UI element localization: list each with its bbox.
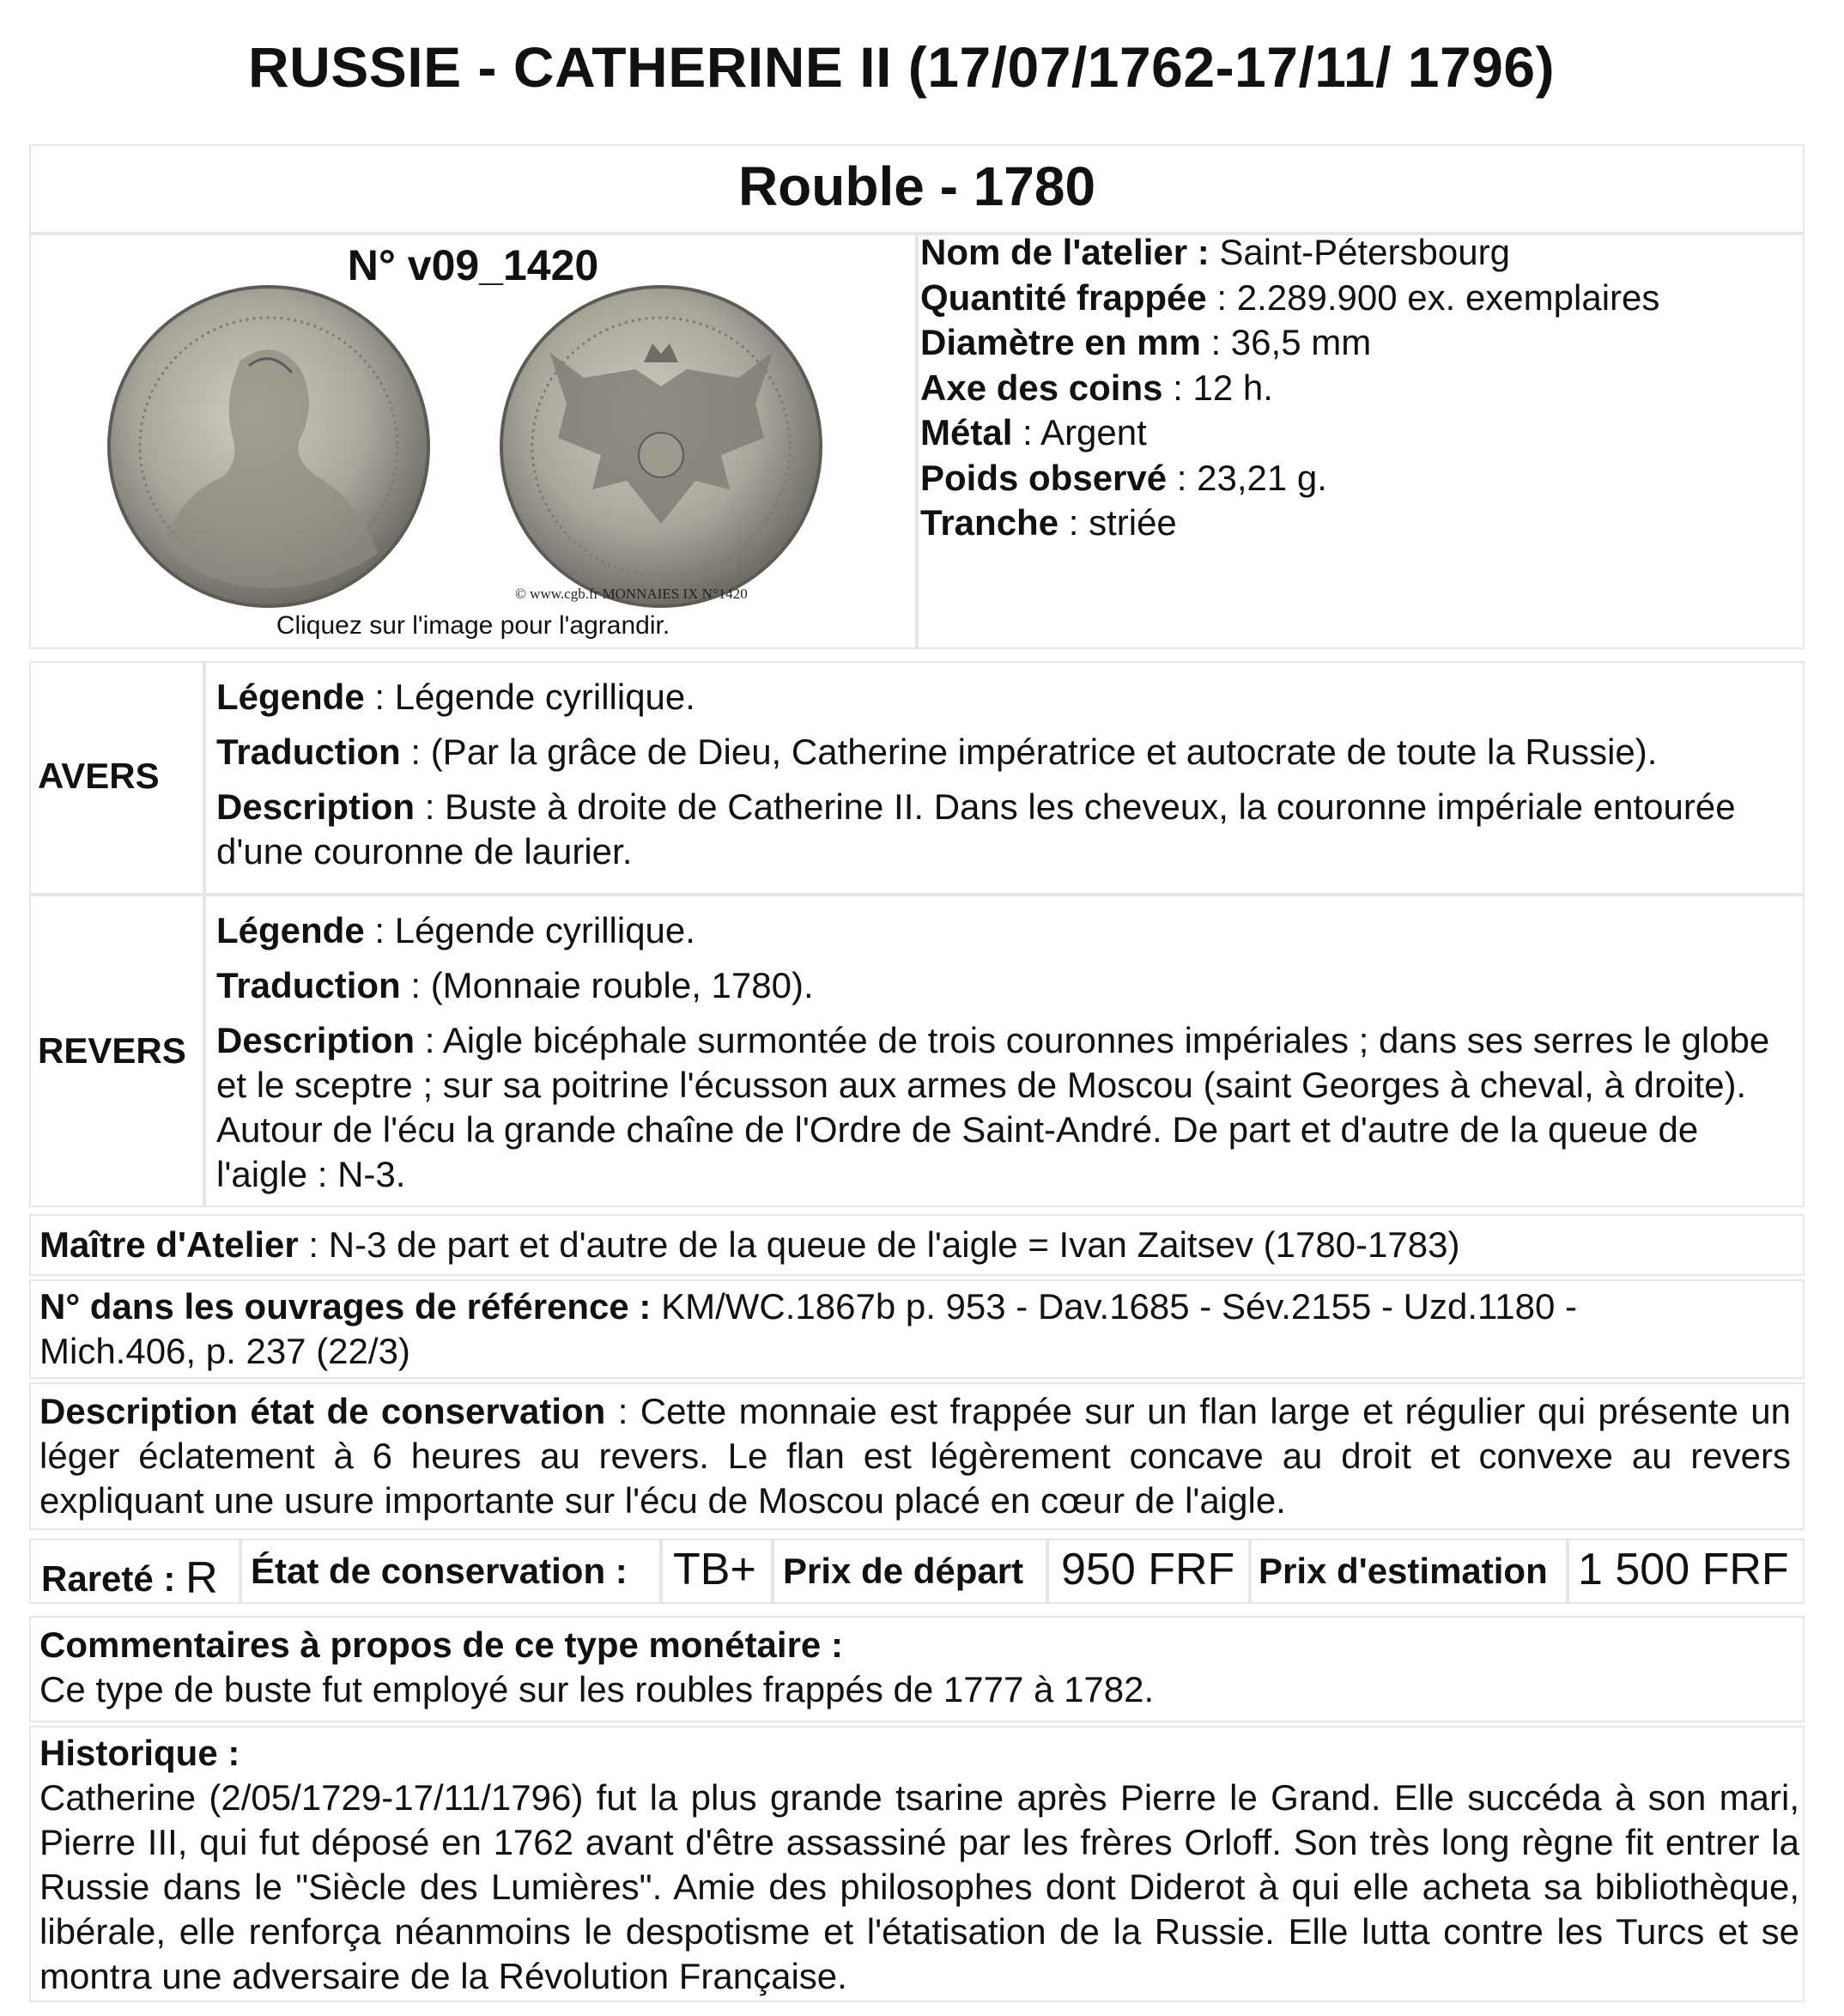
commentaires-text: Ce type de buste fut employé sur les roubles frappés de 1777 à 1782.	[39, 1669, 1155, 1709]
image-caption[interactable]: Cliquez sur l'image pour l'agrandir.	[276, 611, 670, 640]
page-title: RUSSIE - CATHERINE II (17/07/1762-17/11/ 1796)	[247, 35, 1556, 99]
prix-depart-label: Prix de départ	[783, 1551, 1024, 1591]
avers-description: Description : Buste à droite de Catherine II. Dans les cheveux, la couronne impériale entourée d'une couronne de laurier.	[216, 786, 1736, 871]
prix-estimation-label: Prix d'estimation	[1259, 1551, 1548, 1591]
historique-label: Historique :	[39, 1733, 240, 1773]
conservation-description: Description état de conservation : Cette monnaie est frappée sur un flan large et régulier qui présente un léger éclatement à 6 heures au revers. Le flan est légèrement concave au droit et convexe au revers expliquant une usure importante sur l'écu de Moscou placé en cœur de l'aigle.	[39, 1391, 1791, 1521]
spec-atelier: Nom de l'atelier : Saint-Pétersbourg	[920, 232, 1510, 272]
spec-quantite: Quantité frappée : 2.289.900 ex. exemplaires	[920, 276, 1660, 318]
spec-poids: Poids observé : 23,21 g.	[920, 457, 1327, 498]
spec-axe: Axe des coins : 12 h.	[920, 367, 1273, 408]
spec-diametre: Diamètre en mm : 36,5 mm	[920, 322, 1372, 362]
prix-estimation-value: 1 500 FRF	[1578, 1545, 1789, 1594]
avers-label: AVERS	[38, 756, 160, 796]
obverse-coin[interactable]	[109, 287, 428, 606]
coin-specs	[920, 230, 1659, 546]
avers-legende: Légende : Légende cyrillique.	[216, 677, 695, 717]
copyright-note: © www.cgb.fr MONNAIES IX N°1420	[515, 586, 748, 602]
avers-content	[216, 675, 1796, 874]
coin-images-svg[interactable]	[103, 283, 841, 610]
spec-metal: Métal : Argent	[920, 412, 1147, 452]
reverse-coin[interactable]	[501, 287, 821, 606]
etat-value: TB+	[673, 1545, 756, 1594]
spec-tranche: Tranche : striée	[920, 502, 1177, 543]
revers-traduction: Traduction : (Monnaie rouble, 1780).	[216, 965, 814, 1005]
historique	[39, 1731, 1799, 1999]
revers-description: Description : Aigle bicéphale surmontée de trois couronnes impériales ; dans ses serres le globe et le sceptre ; sur sa poitrine l'écusson aux armes de Moscou (saint Georges à cheval, à droite). Autour de l'écu la grande chaîne de l'Ordre de Saint-André. De part et d'autre de la queue de l'aigle : N-3.	[216, 1020, 1770, 1194]
references: N° dans les ouvrages de référence : KM/WC.1867b p. 953 - Dav.1685 - Sév.2155 - Uzd.1180 - Mich.406, p. 237 (22/3)	[39, 1286, 1577, 1371]
rarete: Rareté : R	[41, 1553, 218, 1603]
coin-images[interactable]	[103, 283, 841, 610]
coin-number: N° v09_1420	[347, 241, 599, 289]
revers-content	[216, 908, 1796, 1197]
commentaires-label: Commentaires à propos de ce type monétaire :	[39, 1624, 843, 1665]
coin-subtitle: Rouble - 1780	[737, 155, 1096, 217]
revers-legende: Légende : Légende cyrillique.	[216, 910, 695, 950]
maitre-atelier: Maître d'Atelier : N-3 de part et d'autre de la queue de l'aigle = Ivan Zaitsev (1780-1783)	[39, 1224, 1460, 1265]
prix-depart-value: 950 FRF	[1061, 1545, 1235, 1594]
etat-label: État de conservation :	[251, 1551, 628, 1591]
revers-label: REVERS	[38, 1030, 186, 1071]
avers-traduction: Traduction : (Par la grâce de Dieu, Catherine impératrice et autocrate de toute la Russie).	[216, 732, 1658, 772]
commentaires	[39, 1623, 1791, 1712]
historique-text: Catherine (2/05/1729-17/11/1796) fut la plus grande tsarine après Pierre le Grand. Elle succéda à son mari, Pierre III, qui fut déposé en 1762 avant d'être assassiné par les frères Orloff. Son très long règne fit entrer la Russie dans le "Siècle des Lumières". Amie des philosophes dont Diderot à qui elle acheta sa bibliothèque, libérale, elle renforça néanmoins le despotisme et l'étatisation de la Russie. Elle lutta contre les Turcs et se montra une adversaire de la Révolution Française.	[39, 1777, 1799, 1996]
